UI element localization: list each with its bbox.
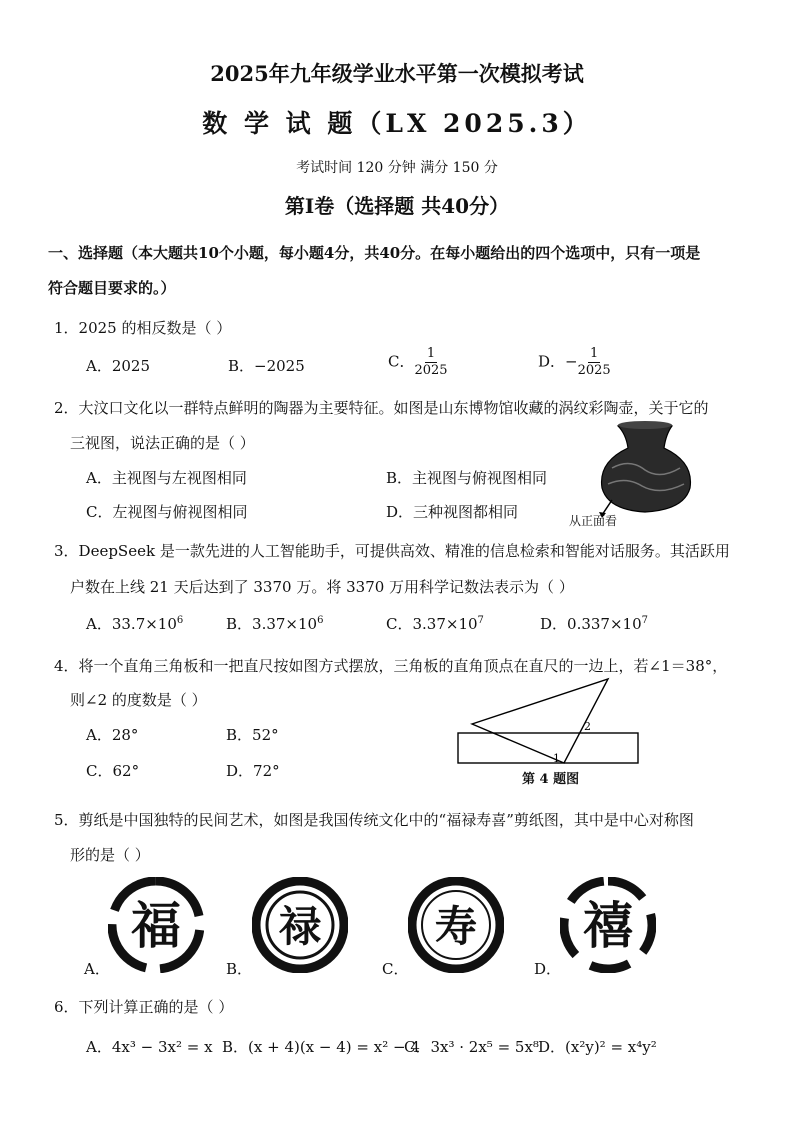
- q5-option-c: C．: [382, 960, 409, 978]
- papercut-shou-image: [408, 877, 504, 973]
- q4-line2: 则∠2 的度数是（ ）: [70, 691, 207, 709]
- q2-figure-caption: 从正面看: [569, 514, 618, 528]
- q3-b-base: B．3.37×10: [226, 615, 318, 633]
- q6-option-b: B．(x + 4)(x − 4) = x² − 4: [222, 1038, 420, 1056]
- section-instruction-line2: 符合题目要求的。）: [48, 279, 176, 297]
- q6-option-d: D．(x²y)² = x⁴y²: [538, 1038, 657, 1056]
- papercut-fu-char: 福: [131, 897, 181, 955]
- q1-option-d: [538, 346, 611, 379]
- q4-option-b: B．52°: [226, 726, 279, 744]
- q3-a-exponent: 6: [176, 615, 184, 626]
- angle-2-label: 2: [584, 720, 591, 733]
- q4-figure-caption: 第 4 题图: [522, 772, 580, 787]
- part-title: 第I卷（选择题 共40分）: [284, 194, 510, 218]
- q5-option-a: A．: [84, 960, 110, 978]
- q2-line1: 2．大汶口文化以一群特点鲜明的陶器为主要特征。如图是山东博物馆收藏的涡纹彩陶壶，关于它的: [54, 399, 709, 417]
- exam-title: 2025年九年级学业水平第一次模拟考试: [210, 61, 584, 86]
- angle-1-label: 1: [553, 752, 560, 765]
- q3-line1: 3．DeepSeek 是一款先进的人工智能助手，可提供高效、精准的信息检索和智能对话服务。其活跃用: [54, 542, 730, 560]
- section-instruction-line1: 一、选择题（本大题共10个小题，每小题4分，共40分。在每小题给出的四个选项中，只有一项是: [48, 244, 701, 262]
- q1-option-c-label: C．: [388, 352, 415, 371]
- q6-stem: 6．下列计算正确的是（ ）: [54, 998, 234, 1016]
- q1-option-b: B．−2025: [228, 357, 305, 375]
- q1-option-d-fraction: [578, 346, 611, 379]
- q1-option-d-label: D．−: [538, 352, 578, 371]
- q3-c-exponent: 7: [477, 615, 484, 626]
- q2-line2: 三视图，说法正确的是（ ）: [70, 434, 255, 452]
- q6-option-c: C．3x³ · 2x⁵ = 5x⁸: [404, 1038, 539, 1056]
- q2-option-c: C．左视图与俯视图相同: [86, 503, 248, 521]
- q1-option-c: [388, 346, 448, 379]
- q5-option-d: D．: [534, 960, 562, 978]
- q3-option-c: [386, 613, 484, 634]
- q3-d-exponent: 7: [641, 615, 648, 626]
- q1-d-denominator: 2025: [577, 363, 611, 378]
- papercut-fu-image: [108, 877, 204, 973]
- exam-info: 考试时间 120 分钟 满分 150 分: [296, 160, 498, 176]
- papercut-xi-image: [560, 877, 656, 973]
- q4-option-d: D．72°: [226, 762, 280, 780]
- q3-option-b: [226, 613, 323, 634]
- q1-option-c-fraction: [414, 346, 447, 379]
- q1-d-numerator: 1: [590, 346, 599, 361]
- q1-option-a: A．2025: [86, 357, 151, 375]
- papercut-shou-char: 寿: [434, 902, 478, 951]
- q3-option-a: [86, 613, 183, 634]
- q1-stem: 1．2025 的相反数是（ ）: [54, 319, 232, 337]
- q3-option-d: [540, 613, 648, 634]
- q2-option-d: D．三种视图都相同: [386, 503, 519, 521]
- q4-line1: 4．将一个直角三角板和一把直尺按如图方式摆放，三角板的直角顶点在直尺的一边上，若∠1＝38°，: [54, 657, 728, 675]
- papercut-lu-char: 禄: [278, 902, 322, 951]
- q3-line2: 户数在上线 21 天后达到了 3370 万。将 3370 万用科学记数法表示为（ ）: [70, 578, 574, 596]
- q3-a-base: A．33.7×10: [86, 615, 177, 633]
- papercut-lu-image: [252, 877, 348, 973]
- q3-b-exponent: 6: [317, 615, 324, 626]
- ruler-shape: [458, 733, 638, 763]
- ruler-triangle-figure: [450, 676, 650, 772]
- q5-line1: 5．剪纸是中国独特的民间艺术，如图是我国传统文化中的“福禄寿喜”剪纸图，其中是中心对称图: [54, 811, 694, 829]
- q3-d-base: D．0.337×10: [540, 615, 642, 633]
- q2-option-a: A．主视图与左视图相同: [86, 469, 247, 487]
- q1-c-denominator: 2025: [414, 363, 448, 378]
- q4-option-a: A．28°: [86, 726, 139, 744]
- q2-option-b: B．主视图与俯视图相同: [386, 469, 548, 487]
- q4-option-c: C．62°: [86, 762, 140, 780]
- q5-line2: 形的是（ ）: [70, 846, 150, 864]
- q3-c-base: C．3.37×10: [386, 615, 478, 633]
- papercut-xi-char: 禧: [583, 897, 633, 955]
- paper-subtitle: 数 学 试 题（LX 2025.3）: [202, 109, 592, 138]
- q1-c-numerator: 1: [426, 346, 436, 361]
- q6-option-a: A．4x³ − 3x² = x: [86, 1038, 213, 1056]
- q5-option-b: B．: [226, 960, 253, 978]
